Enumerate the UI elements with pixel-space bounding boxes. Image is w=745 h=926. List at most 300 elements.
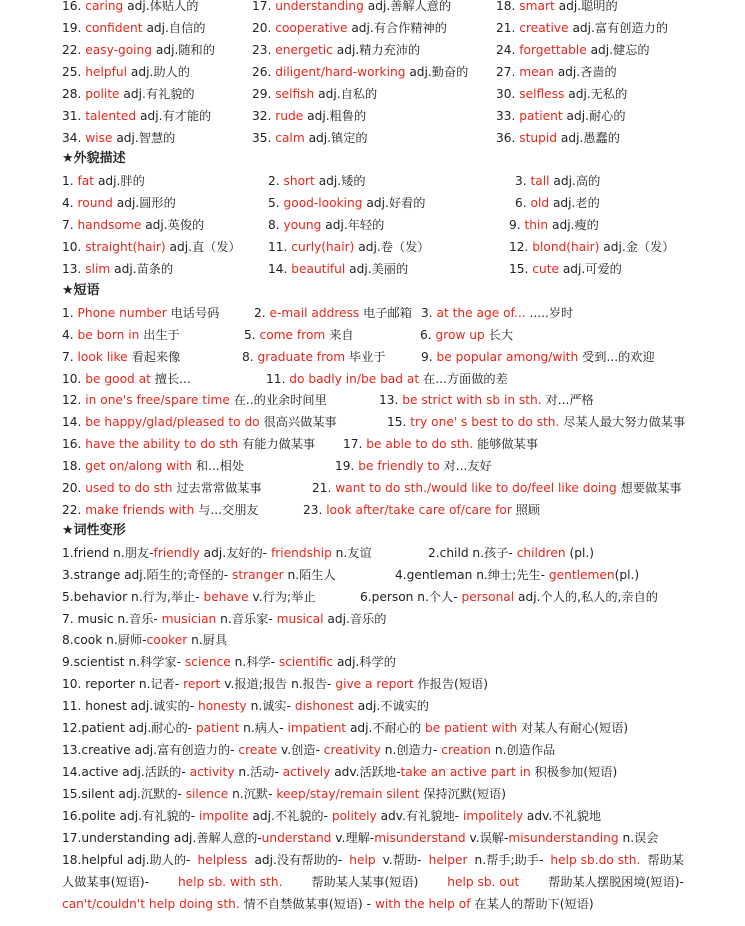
item-meaning: 能够做某事 [477, 437, 539, 451]
derived-word: impolitely [462, 809, 524, 823]
item-number: 18. [62, 459, 82, 473]
item-meaning: 对...友好 [443, 459, 492, 473]
item-meaning: adj.圆形的 [116, 196, 176, 210]
word-text: n.音乐家- [216, 612, 277, 626]
list-item [268, 173, 366, 189]
list-item [496, 130, 620, 146]
item-number: 14. [62, 415, 82, 429]
word-text: adj.友好的- [199, 546, 271, 560]
item-number: 17. [252, 0, 272, 13]
derived-word: misunderstanding [508, 831, 619, 845]
item-word: fat [73, 174, 98, 188]
word-text: 2.child n.孩子- [428, 546, 517, 560]
item-meaning: 与...交朋友 [198, 503, 259, 517]
item-number: 26. [252, 65, 272, 79]
list-item [496, 20, 668, 36]
item-meaning: 电子邮箱 [363, 306, 412, 320]
item-word: be born in [73, 328, 144, 342]
item-number: 8. [268, 218, 280, 232]
word-text: 人做某事(短语)- [62, 875, 150, 889]
item-word: selfish [271, 87, 319, 101]
item-meaning: adj.善解人意的 [367, 0, 452, 13]
word-text: adj.不礼貌的- [248, 809, 332, 823]
item-word: smart [515, 0, 559, 13]
word-text: adj.个人的,私人的,亲自的 [514, 590, 658, 604]
list-item [421, 305, 573, 321]
item-word: e-mail address [265, 306, 364, 320]
list-item [335, 458, 492, 474]
item-meaning: 对...严格 [545, 393, 594, 407]
item-number: 2. [268, 174, 280, 188]
derived-word: children [516, 546, 566, 560]
list-item [496, 64, 617, 80]
item-number: 25. [62, 65, 82, 79]
item-number: 7. [62, 350, 74, 364]
derived-word: help sb.do sth. [550, 853, 641, 867]
item-number: 5. [268, 196, 280, 210]
wordform-line [62, 808, 601, 824]
list-item [312, 480, 682, 496]
list-item [62, 392, 327, 408]
item-number: 29. [252, 87, 272, 101]
item-number: 10. [62, 240, 82, 254]
item-number: 13. [62, 262, 82, 276]
item-meaning: adj.高的 [553, 174, 601, 188]
item-word: stupid [515, 131, 561, 145]
wordform-line [62, 567, 336, 583]
item-meaning: adj.苗条的 [114, 262, 174, 276]
item-meaning: 想要做某事 [620, 481, 682, 495]
derived-word: with the help of [374, 897, 471, 911]
item-number: 11. [268, 240, 288, 254]
item-meaning: 出生于 [143, 328, 180, 342]
item-number: 15. [387, 415, 407, 429]
list-item [509, 239, 675, 255]
item-word: try one' s best to do sth. [406, 415, 564, 429]
item-number: 19. [62, 21, 82, 35]
item-word: good-looking [279, 196, 367, 210]
item-word: forgettable [515, 43, 591, 57]
word-text: n.帮手;助手- [474, 853, 544, 867]
word-text: 在某人的帮助下(短语) [470, 897, 594, 911]
word-text: n.陌生人 [283, 568, 336, 582]
item-meaning: 很高兴做某事 [263, 415, 337, 429]
item-meaning: 有能力做某事 [242, 437, 316, 451]
item-meaning: adj.美丽的 [349, 262, 409, 276]
item-meaning: 来自 [329, 328, 354, 342]
item-number: 11. [266, 372, 286, 386]
word-text: 10. reporter n.记者- [62, 677, 184, 691]
word-text: v.创造- [277, 743, 324, 757]
item-meaning: adj.有礼貌的 [123, 87, 195, 101]
wordform-line [62, 654, 396, 670]
item-meaning: adj.英俊的 [145, 218, 205, 232]
wordform-line [62, 764, 617, 780]
item-word: grow up [431, 328, 489, 342]
item-word: come from [255, 328, 330, 342]
item-word: curly(hair) [287, 240, 359, 254]
item-word: wise [81, 131, 117, 145]
item-number: 23. [303, 503, 323, 517]
item-number: 9. [421, 350, 433, 364]
item-word: be popular among/with [432, 350, 583, 364]
list-item [515, 195, 600, 211]
item-word: slim [81, 262, 115, 276]
list-item [244, 327, 354, 343]
wordform-line [62, 852, 684, 868]
item-word: make friends with [81, 503, 199, 517]
word-text: 对某人有耐心(短语) [517, 721, 629, 735]
item-number: 4. [62, 196, 74, 210]
word-text: n.创造力- [380, 743, 442, 757]
item-word: young [279, 218, 326, 232]
word-text: 8.cook n.厨师- [62, 633, 147, 647]
word-text: n.活动- [234, 765, 283, 779]
derived-word: friendly [153, 546, 200, 560]
derived-word: helpless [197, 853, 248, 867]
item-meaning: 照顾 [515, 503, 541, 517]
derived-word: honesty [197, 699, 247, 713]
item-meaning: adj.精力充沛的 [336, 43, 421, 57]
item-number: 6. [420, 328, 432, 342]
item-meaning: 尽某人最大努力做某事 [563, 415, 686, 429]
list-item [62, 64, 190, 80]
derived-word: help sb. out [447, 875, 520, 889]
word-text: 帮助某人某事(短语) [311, 875, 419, 889]
item-word: be strict with sb in sth. [398, 393, 546, 407]
item-number: 10. [62, 372, 82, 386]
item-number: 21. [312, 481, 332, 495]
list-item [62, 305, 219, 321]
list-item [252, 42, 420, 58]
wordform-line [62, 589, 316, 605]
item-word: be able to do sth. [362, 437, 478, 451]
word-text: (pl.) [614, 568, 640, 582]
item-meaning: adj.吝啬的 [557, 65, 617, 79]
item-meaning: adj.愚蠢的 [560, 131, 620, 145]
list-item [252, 64, 468, 80]
word-text: n.病人- [239, 721, 288, 735]
item-meaning: adj.体贴人的 [127, 0, 199, 13]
item-word: caring [81, 0, 128, 13]
item-meaning: adj.胖的 [97, 174, 145, 188]
item-word: look like [73, 350, 132, 364]
item-word: get on/along with [81, 459, 196, 473]
item-word: used to do sth [81, 481, 177, 495]
item-word: understanding [271, 0, 368, 13]
item-word: cute [528, 262, 563, 276]
item-meaning: 毕业于 [349, 350, 386, 364]
list-item [252, 86, 377, 102]
item-number: 32. [252, 109, 272, 123]
derived-word: understand [261, 831, 332, 845]
item-number: 4. [62, 328, 74, 342]
word-text: v.行为;举止 [248, 590, 316, 604]
item-meaning: adj.卷（发） [358, 240, 430, 254]
list-item [421, 349, 655, 365]
word-text: 12.patient adj.耐心的- [62, 721, 196, 735]
list-item [496, 86, 627, 102]
word-text: adv.有礼貌地- [376, 809, 463, 823]
item-meaning: adj.瘦的 [552, 218, 599, 232]
list-item [252, 130, 368, 146]
list-item [303, 502, 540, 518]
item-number: 13. [379, 393, 399, 407]
word-text: n.诚实- [246, 699, 295, 713]
derived-word: take an active part in [400, 765, 531, 779]
derived-word: personal [461, 590, 515, 604]
item-word: short [279, 174, 319, 188]
word-text: n.创造作品 [491, 743, 556, 757]
list-item [62, 130, 175, 146]
list-item [62, 239, 241, 255]
item-word: in one's free/spare time [81, 393, 234, 407]
wordform-line [395, 567, 639, 583]
item-meaning: adj.智慧的 [116, 131, 176, 145]
derived-word: silence [185, 787, 229, 801]
item-number: 23. [252, 43, 272, 57]
section-heading: ★短语 [62, 283, 100, 298]
item-word: be friendly to [354, 459, 444, 473]
word-text: adv.不礼貌地 [523, 809, 602, 823]
list-item [254, 305, 412, 321]
list-item [62, 261, 173, 277]
word-text: v.报道;报告 n.报告- [220, 677, 336, 691]
item-word: creative [515, 21, 573, 35]
list-item [62, 108, 211, 124]
item-word: be good at [81, 372, 155, 386]
word-text: v.帮助- [382, 853, 422, 867]
list-item [62, 42, 215, 58]
wordform-line [428, 545, 594, 561]
item-word: beautiful [287, 262, 350, 276]
word-text: n.误会 [618, 831, 659, 845]
word-text: 4.gentleman n.绅士;先生- [395, 568, 549, 582]
item-number: 1. [62, 306, 74, 320]
word-text: 情不自禁做某事(短语) - [239, 897, 375, 911]
item-number: 35. [252, 131, 272, 145]
item-meaning: adj.自信的 [146, 21, 206, 35]
derived-word: musical [276, 612, 324, 626]
item-meaning: adj.聪明的 [558, 0, 618, 13]
list-item [515, 173, 600, 189]
derived-word: musician [161, 612, 217, 626]
derived-word: actively [282, 765, 331, 779]
wordform-line [62, 896, 594, 912]
word-text: 11. honest adj.诚实的- [62, 699, 198, 713]
item-meaning: adj.矮的 [318, 174, 366, 188]
list-item [496, 108, 626, 124]
derived-word: create [238, 743, 278, 757]
list-item [268, 217, 384, 233]
word-text: 1.friend n.朋友- [62, 546, 154, 560]
word-text: 保持沉默(短语) [419, 787, 506, 801]
item-meaning: 在...方面做的差 [423, 372, 508, 386]
item-number: 36. [496, 131, 516, 145]
item-meaning: adj.直（发） [169, 240, 241, 254]
item-meaning: adj.有才能的 [140, 109, 212, 123]
item-word: patient [515, 109, 567, 123]
word-text: adj.音乐的 [323, 612, 387, 626]
derived-word: be patient with [425, 721, 518, 735]
item-word: old [526, 196, 553, 210]
item-word: tall [526, 174, 554, 188]
item-number: 31. [62, 109, 82, 123]
derived-word: help sb. with sth. [177, 875, 283, 889]
item-meaning: adj.健忘的 [590, 43, 650, 57]
word-text: 15.silent adj.沉默的- [62, 787, 186, 801]
item-number: 19. [335, 459, 355, 473]
word-text: 6.person n.个人- [360, 590, 462, 604]
derived-word: misunderstand [374, 831, 466, 845]
word-text: adj.不耐心的 [346, 721, 426, 735]
item-number: 27. [496, 65, 516, 79]
item-word: Phone number [73, 306, 171, 320]
word-text: adj.不诚实的 [353, 699, 429, 713]
wordform-line [62, 698, 429, 714]
section-heading: ★词性变形 [62, 523, 126, 538]
word-text: v.理解- [331, 831, 375, 845]
item-number: 16. [62, 0, 82, 13]
wordform-line [62, 720, 628, 736]
item-word: diligent/hard-working [271, 65, 410, 79]
item-word: easy-going [81, 43, 156, 57]
derived-word: behave [203, 590, 249, 604]
list-item [379, 392, 594, 408]
item-meaning: adj.年轻的 [325, 218, 385, 232]
list-item [62, 217, 204, 233]
derived-word: stranger [232, 568, 284, 582]
list-item [242, 349, 386, 365]
word-text: 16.polite adj.有礼貌的- [62, 809, 199, 823]
item-number: 15. [509, 262, 529, 276]
item-meaning: 在..的业余时间里 [233, 393, 327, 407]
item-word: at the age of... [432, 306, 530, 320]
derived-word: scientific [278, 655, 334, 669]
item-number: 17. [343, 437, 363, 451]
item-meaning: 和...相处 [195, 459, 245, 473]
list-item [268, 261, 408, 277]
derived-word: friendship [270, 546, 332, 560]
derived-word: politely [331, 809, 377, 823]
wordform-line [62, 676, 488, 692]
item-word: handsome [73, 218, 146, 232]
derived-word: impatient [287, 721, 347, 735]
word-text: 13.creative adj.富有创造力的- [62, 743, 239, 757]
item-meaning: adj.可爱的 [562, 262, 622, 276]
item-number: 5. [244, 328, 256, 342]
item-meaning: 过去常常做某事 [176, 481, 262, 495]
item-number: 18. [496, 0, 516, 13]
derived-word: report [183, 677, 221, 691]
item-number: 28. [62, 87, 82, 101]
item-word: energetic [271, 43, 337, 57]
item-number: 1. [62, 174, 74, 188]
list-item [266, 371, 508, 387]
item-number: 30. [496, 87, 516, 101]
item-meaning: adj.粗鲁的 [307, 109, 367, 123]
list-item [252, 20, 447, 36]
list-item [387, 414, 685, 430]
section-heading: ★外貌描述 [62, 151, 126, 166]
word-text: n.沉默- [228, 787, 277, 801]
list-item [268, 195, 425, 211]
item-word: confident [81, 21, 147, 35]
item-meaning: adj.助人的 [130, 65, 190, 79]
word-text: n.科学- [230, 655, 279, 669]
word-text: 5.behavior n.行为,举止- [62, 590, 204, 604]
item-number: 20. [252, 21, 272, 35]
list-item [62, 371, 191, 387]
list-item [252, 108, 366, 124]
list-item [343, 436, 538, 452]
derived-word: dishonest [294, 699, 354, 713]
list-item [62, 436, 315, 452]
derived-word: impolite [198, 809, 249, 823]
item-word: selfless [515, 87, 569, 101]
wordform-line [62, 874, 684, 890]
word-text: 18.helpful adj.助人的- [62, 853, 191, 867]
derived-word: keep/stay/remain silent [276, 787, 420, 801]
item-word: be happy/glad/pleased to do [81, 415, 264, 429]
item-meaning: adj.有合作精神的 [351, 21, 447, 35]
derived-word: patient [195, 721, 240, 735]
wordform-line [62, 830, 658, 846]
item-meaning: 擅长... [154, 372, 191, 386]
list-item [62, 480, 262, 496]
item-meaning: adj.耐心的 [566, 109, 626, 123]
item-word: talented [81, 109, 141, 123]
item-word: do badly in/be bad at [285, 372, 424, 386]
word-text: adv.活跃地- [330, 765, 401, 779]
item-number: 16. [62, 437, 82, 451]
derived-word: creation [441, 743, 492, 757]
list-item [62, 86, 195, 102]
item-number: 20. [62, 481, 82, 495]
word-text: 帮助某 [647, 853, 684, 867]
item-number: 12. [62, 393, 82, 407]
item-number: 33. [496, 109, 516, 123]
item-number: 34. [62, 131, 82, 145]
word-text: 7. music n.音乐- [62, 612, 162, 626]
word-text: n.友谊 [331, 546, 372, 560]
item-word: thin [520, 218, 553, 232]
list-item [62, 327, 180, 343]
word-text: adj.科学的 [333, 655, 396, 669]
derived-word: give a report [335, 677, 414, 691]
item-word: rude [271, 109, 308, 123]
item-number: 14. [268, 262, 288, 276]
item-number: 2. [254, 306, 266, 320]
derived-word: help [349, 853, 376, 867]
item-word: mean [515, 65, 558, 79]
item-word: helpful [81, 65, 131, 79]
word-text: 作报告(短语) [413, 677, 488, 691]
list-item [62, 349, 180, 365]
wordform-line [62, 742, 555, 758]
item-word: want to do sth./would like to do/feel like doing [331, 481, 621, 495]
item-number: 21. [496, 21, 516, 35]
derived-word: gentlemen [548, 568, 615, 582]
item-word: cooperative [271, 21, 352, 35]
item-number: 7. [62, 218, 74, 232]
wordform-line [360, 589, 658, 605]
derived-word: activity [189, 765, 235, 779]
item-meaning: adj.自私的 [318, 87, 378, 101]
item-word: calm [271, 131, 309, 145]
word-text: 9.scientist n.科学家- [62, 655, 185, 669]
wordform-line [62, 632, 227, 648]
